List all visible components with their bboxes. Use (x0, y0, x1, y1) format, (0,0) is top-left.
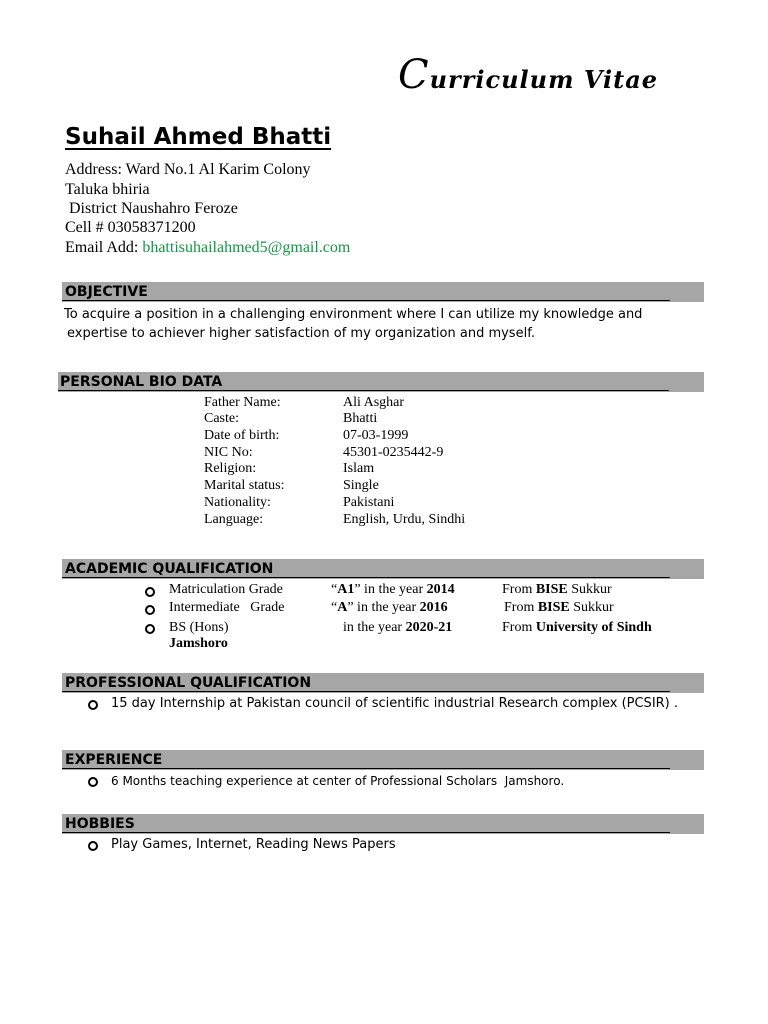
cell-number: Cell # 03058371200 (65, 219, 196, 236)
bio-value-dob: 07-03-1999 (343, 428, 409, 443)
bio-label-religion: Religion: (204, 461, 257, 476)
objective-text (64, 305, 704, 343)
email-label: Email Add: (65, 239, 143, 256)
email-line (65, 239, 350, 257)
academic-heading-bar (62, 559, 704, 579)
professional-heading: PROFESSIONAL QUALIFICATION (65, 675, 312, 691)
email-link[interactable]: bhattisuhailahmed5@gmail.com (142, 239, 351, 256)
bio-label-marital: Marital status: (204, 478, 285, 493)
bio-label-nic: NIC No: (204, 445, 253, 460)
bullet-icon (88, 841, 98, 851)
experience-item: 6 Months teaching experience at center of Professional Scholars Jamshoro. (111, 774, 565, 788)
title-rest: urriculum Vitae (429, 65, 659, 94)
address-line-2: Taluka bhiria (65, 181, 150, 198)
bio-heading-bar (58, 372, 704, 392)
academic-name-inter: Intermediate Grade (169, 600, 285, 615)
hobbies-heading: HOBBIES (65, 816, 135, 832)
heading-underline (62, 768, 670, 769)
experience-heading: EXPERIENCE (65, 752, 163, 768)
academic-name-bs: BS (Hons) (169, 620, 229, 635)
academic-board-inter: From BISE Sukkur (504, 600, 614, 615)
bullet-icon (145, 624, 155, 634)
heading-underline (58, 390, 669, 391)
academic-grade-inter: “A” in the year 2016 (331, 600, 448, 615)
address-line-1: Address: Ward No.1 Al Karim Colony (65, 161, 311, 178)
bio-label-caste: Caste: (204, 411, 239, 426)
heading-underline (62, 577, 670, 578)
experience-heading-bar (62, 750, 704, 770)
objective-line-2: expertise to achiever higher satisfaction of my organization and myself. (67, 326, 535, 341)
hobbies-heading-bar (62, 814, 704, 834)
heading-underline (62, 300, 670, 301)
bio-value-language: English, Urdu, Sindhi (343, 512, 466, 527)
bullet-icon (145, 605, 155, 615)
academic-board-bs: From University of Sindh (502, 620, 652, 635)
academic-grade-matric: “A1” in the year 2014 (331, 582, 455, 597)
hobbies-item: Play Games, Internet, Reading News Papers (111, 837, 396, 852)
applicant-name: Suhail Ahmed Bhatti (65, 124, 332, 150)
heading-underline (62, 691, 670, 692)
bullet-icon (88, 700, 98, 710)
address-line-3: District Naushahro Feroze (69, 200, 238, 217)
academic-heading: ACADEMIC QUALIFICATION (65, 561, 274, 577)
bio-label-father: Father Name: (204, 395, 281, 410)
heading-underline (62, 832, 670, 833)
bio-label-dob: Date of birth: (204, 428, 280, 443)
academic-name-matric: Matriculation Grade (169, 582, 283, 597)
professional-item: 15 day Internship at Pakistan council of scientific industrial Research complex (PCSIR) . (111, 696, 679, 711)
bio-label-language: Language: (204, 512, 264, 527)
bio-label-nationality: Nationality: (204, 495, 271, 510)
objective-line-1: To acquire a position in a challenging environment where I can utilize my knowledge and (64, 307, 643, 322)
bio-value-nic: 45301-0235442-9 (343, 445, 444, 460)
bio-value-marital: Single (343, 478, 379, 493)
academic-grade-bs: in the year 2020-21 (343, 620, 453, 635)
bio-heading: PERSONAL BIO DATA (60, 374, 223, 390)
document-title (398, 52, 658, 98)
academic-board-matric: From BISE Sukkur (502, 582, 612, 597)
objective-heading-bar (62, 282, 704, 302)
professional-heading-bar (62, 673, 704, 693)
objective-heading: OBJECTIVE (65, 284, 148, 300)
bio-value-religion: Islam (343, 461, 375, 476)
bullet-icon (88, 777, 98, 787)
title-initial: C (398, 52, 430, 98)
bio-value-caste: Bhatti (343, 411, 378, 426)
bullet-icon (145, 587, 155, 597)
academic-board-bs-continuation: Jamshoro (169, 636, 228, 651)
bio-value-nationality: Pakistani (343, 495, 395, 510)
bio-value-father: Ali Asghar (343, 395, 405, 410)
